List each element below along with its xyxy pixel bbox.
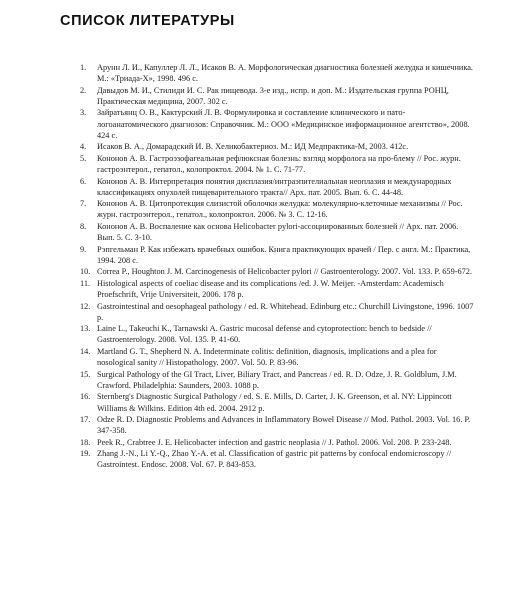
reference-text: Рэпгельман Р. Как избежать врачебных ошибок. Книга практикующих врачей / Пер. с англ. М.: Практика, 1994. 208 с.	[97, 244, 471, 265]
reference-number: 14.	[80, 346, 91, 356]
reference-number: 1.	[80, 63, 87, 72]
reference-text: Арунн Л. И., Капуллер Л. Л., Исаков В. А. Морфологическая диагностика болезней желудка и кишечника. М.: «Триада-Х», 1998. 496 с.	[97, 63, 473, 84]
reference-item	[77, 391, 476, 413]
reference-item	[77, 85, 476, 107]
reference-number: 16.	[80, 392, 91, 402]
reference-item	[77, 437, 476, 448]
reference-list	[77, 62, 476, 471]
reference-text: Laine L., Takeuchi K., Tarnawski A. Gastric mucosal defense and cytoprotection: bench to bedside // Gastroenterology. 2008. Vol. 135. P. 41-60.	[97, 324, 432, 345]
reference-number: 11.	[80, 278, 91, 288]
reference-item	[77, 369, 476, 391]
reference-number: 19.	[80, 449, 91, 459]
reference-number: 12.	[80, 301, 91, 311]
reference-text: Zhang J.-N., Li Y.-Q., Zhao Y.-A. et al. Classification of gastric pit patterns by confocal endomicroscopy // Gastrointest. Endosc. 2008. Vol. 67. P. 843-853.	[97, 449, 452, 470]
reference-number: 9.	[80, 244, 87, 254]
reference-number: 6.	[80, 176, 87, 186]
reference-number: 15.	[80, 369, 91, 379]
reference-number: 2.	[80, 85, 87, 95]
reference-number: 17.	[80, 415, 91, 425]
reference-item	[77, 323, 476, 345]
reference-item	[77, 414, 476, 436]
reference-item	[77, 153, 476, 175]
reference-number: 5.	[80, 153, 87, 163]
reference-number: 10.	[80, 267, 91, 277]
reference-text: Sternberg's Diagnostic Surgical Pathology / ed. S. E. Mills, D. Carter, J. K. Greenson, et al. NY: Lippincott Williams & Wilkins. Edition 4th ed. 2004. 2912 p.	[97, 392, 452, 413]
reference-text: Исаков В. А., Домарадский И. В. Хеликобактериоз. М.: ИД Медпрактика-М, 2003. 412с.	[97, 142, 409, 152]
reference-item	[77, 107, 476, 141]
reference-text: Gastrointestinal and oesophageal pathology / ed. R. Whitehead. Edinburg etc.: Churchill Livingstone, 1996. 1007 p.	[97, 301, 474, 322]
reference-number: 3.	[80, 108, 87, 118]
reference-text: Histological aspects of coeliac disease and its complications /ed. J. W. Meijer. -Amsterdam: Academisch Proefschrift, Vrije Universiteit, 2006. 178 p.	[97, 278, 444, 300]
reference-number: 7.	[80, 199, 87, 209]
reference-text: Кононов А. В. Цитопротекция слизистой оболочки желудка: молекулярно-клеточные механизмы // Рос. журн. гастроэнтерол., гепатол., колопроктол. 2006. № 3. С. 12-16.	[97, 199, 463, 220]
reference-text: Давыдов М. И., Стилиди И. С. Рак пищевода. 3-е изд., испр. и доп. М.: Издательская группа РОНЦ, Практическая медицина, 2007. 302 с.	[97, 85, 449, 106]
reference-item	[77, 266, 476, 277]
reference-item	[77, 448, 476, 470]
reference-text: Surgical Pathology of the GI Tract, Liver, Biliary Tract, and Pancreas / ed. R. D. Odze, J. R. Goldblum, J.M. Crawford. Philadelphia: Saunders, 2003. 1088 p.	[97, 369, 457, 390]
reference-number: 18.	[80, 437, 91, 447]
reference-number: 13.	[80, 324, 91, 334]
reference-text: Зайратьянц О. В., Кактурский Л. В. Формулировка и составление клинического и пато-логоанатомического диагнозов: Справочник. М.: ООО «Медицинское информационное агентство», 2008. 424 с.	[97, 108, 470, 140]
reference-item	[77, 198, 476, 220]
reference-text: Кононов А. В. Интерпретация понятия дисплазия/интраэпителиальная неоплазия и международных классификациях опухолей пищеварительного тракта// Арх. пат. 2005. Вып. 6. С. 44-48.	[97, 176, 452, 197]
reference-text: Кононов А. В. Гастроэзофагеальная рефлюксная болезнь: взгляд морфолога на про-блему // Рос. журн. гастроэнтерол., гепатол., колопроктол. 2004. № 1. С. 71-77.	[97, 153, 461, 175]
reference-item	[77, 176, 476, 198]
reference-item	[77, 278, 476, 300]
reference-text: Peek R., Crabtree J. E. Helicobacter infection and gastric neoplasia // J. Pathol. 2006. Vol. 208. P. 233-248.	[97, 437, 452, 447]
reference-number: 8.	[80, 221, 87, 231]
reference-item	[77, 244, 476, 266]
reference-text: Кононов А. В. Воспаление как основа Helicobacter pylori-ассоциированных болезней // Арх. пат. 2006. Вып. 5. С. 3-10.	[97, 221, 459, 243]
reference-text: Correa P., Houghton J. M. Carcinogenesis of Helicobacter pylori // Gastroenterology. 2007. Vol. 133. P. 659-672.	[97, 267, 472, 277]
reference-item	[77, 62, 476, 84]
reference-item	[77, 141, 476, 152]
reference-item	[77, 346, 476, 368]
reference-item	[77, 221, 476, 243]
reference-item	[77, 301, 476, 323]
page-title: СПИСОК ЛИТЕРАТУРЫ	[60, 13, 235, 29]
reference-text: Odze R. D. Diagnostic Problems and Advances in Inflammatory Bowel Disease // Mod. Pathol. 2003. Vol. 16. P. 347-358.	[97, 415, 471, 436]
reference-text: Martland G. T., Shepherd N. A. Indeterminate colitis: definition, diagnosis, implications and a plea for nosological sanity // Histopathology. 2007. Vol. 50. P. 83-96.	[97, 346, 437, 368]
reference-number: 4.	[80, 142, 87, 152]
